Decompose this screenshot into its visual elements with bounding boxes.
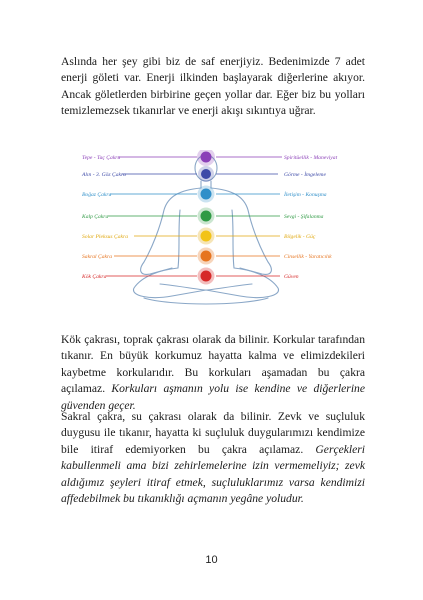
meaning-label-vision: Görme - İmgeleme: [284, 172, 326, 178]
chakra-label-throat: Boğaz Çakra: [82, 192, 112, 198]
chakra-label-third-eye: Alın - 3. Göz Çakra: [82, 172, 126, 178]
chakra-names: [81, 155, 128, 280]
meaning-label-love: Sevgi - Şifalanma: [284, 214, 324, 220]
meaning-label-wisdom: Bilgelik - Güç: [284, 234, 316, 240]
sacral-chakra-icon: [201, 251, 212, 262]
root-chakra-icon: [201, 271, 212, 282]
heart-chakra-icon: [201, 211, 212, 222]
meaning-label-trust: Güven: [284, 274, 299, 280]
chakra-symbols: [197, 150, 215, 285]
paragraph-intro: Aslında her şey gibi biz de saf enerjiyiz. Bedenimizde 7 adet enerji göleti var. Enerji ilkinden başlayarak diğerlerine akıyor. Ancak göletlerden birbirine geçen yollar dar. Eğer biz bu yolları temizlemezsek tıkanırlar ve enerji akışı sıkıntıya uğrar.: [61, 55, 365, 118]
meaning-label-spirituality: Spiritüellik - Maneviyat: [284, 155, 338, 161]
connector-lines: [106, 157, 282, 276]
chakra-label-crown: Tepe - Taç Çakra: [82, 155, 121, 161]
paragraph-sacral-chakra: [61, 409, 365, 507]
meaning-label-creativity: Cinsellik - Yaratıcılık: [284, 254, 332, 260]
solar-plexus-chakra-icon: [201, 231, 212, 242]
throat-chakra-icon: [201, 189, 212, 200]
sacral-chakra-emphasis: Gerçekleri kabullenmeli ama bizi zehirlemelerine izin vermemeliyiz; zevk aldığımız şeyleri itiraf etmek, suçluluklarımız varsa kendimizi affedebilmek bu tıkanıklığı açmanın yegâne yoludur.: [61, 442, 365, 506]
chakra-meanings: [283, 155, 338, 280]
crown-chakra-icon: [201, 152, 212, 163]
meaning-label-communication: İletişim - Konuşma: [284, 192, 327, 198]
chakra-label-root: Kök Çakra: [82, 274, 107, 280]
chakra-diagram: [60, 150, 366, 320]
chakra-label-sacral: Sakral Çakra: [82, 254, 112, 260]
chakra-label-heart: Kalp Çakra: [82, 214, 109, 220]
root-chakra-emphasis: Korkuları aşmanın yolu ise kendine ve diğerlerine güvenden geçer.: [61, 382, 365, 412]
page-number: 10: [205, 554, 218, 566]
chakra-label-solar-plexus: Solar Pleksus Çakra: [82, 234, 128, 240]
sacral-chakra-text: Sakral çakra, su çakrası olarak da bilinir. Zevk ve suçluluk duygusu ile tıkanır, hayatta ki suçluluk duygularımızı kendimize bile itiraf edemiyorken bu çakra açılamaz.: [61, 410, 365, 456]
paragraph-root-chakra: [61, 332, 365, 414]
root-chakra-text: Kök çakrası, toprak çakrası olarak da bilinir. Korkular tarafından tıkanır. En büyük korkumuz hayatta kalma ve elimizdekileri kaybetme korkularıdır. Bu korkuları aşamadan bu çakra açılamaz.: [61, 333, 365, 396]
third-eye-chakra-icon: [201, 169, 211, 179]
